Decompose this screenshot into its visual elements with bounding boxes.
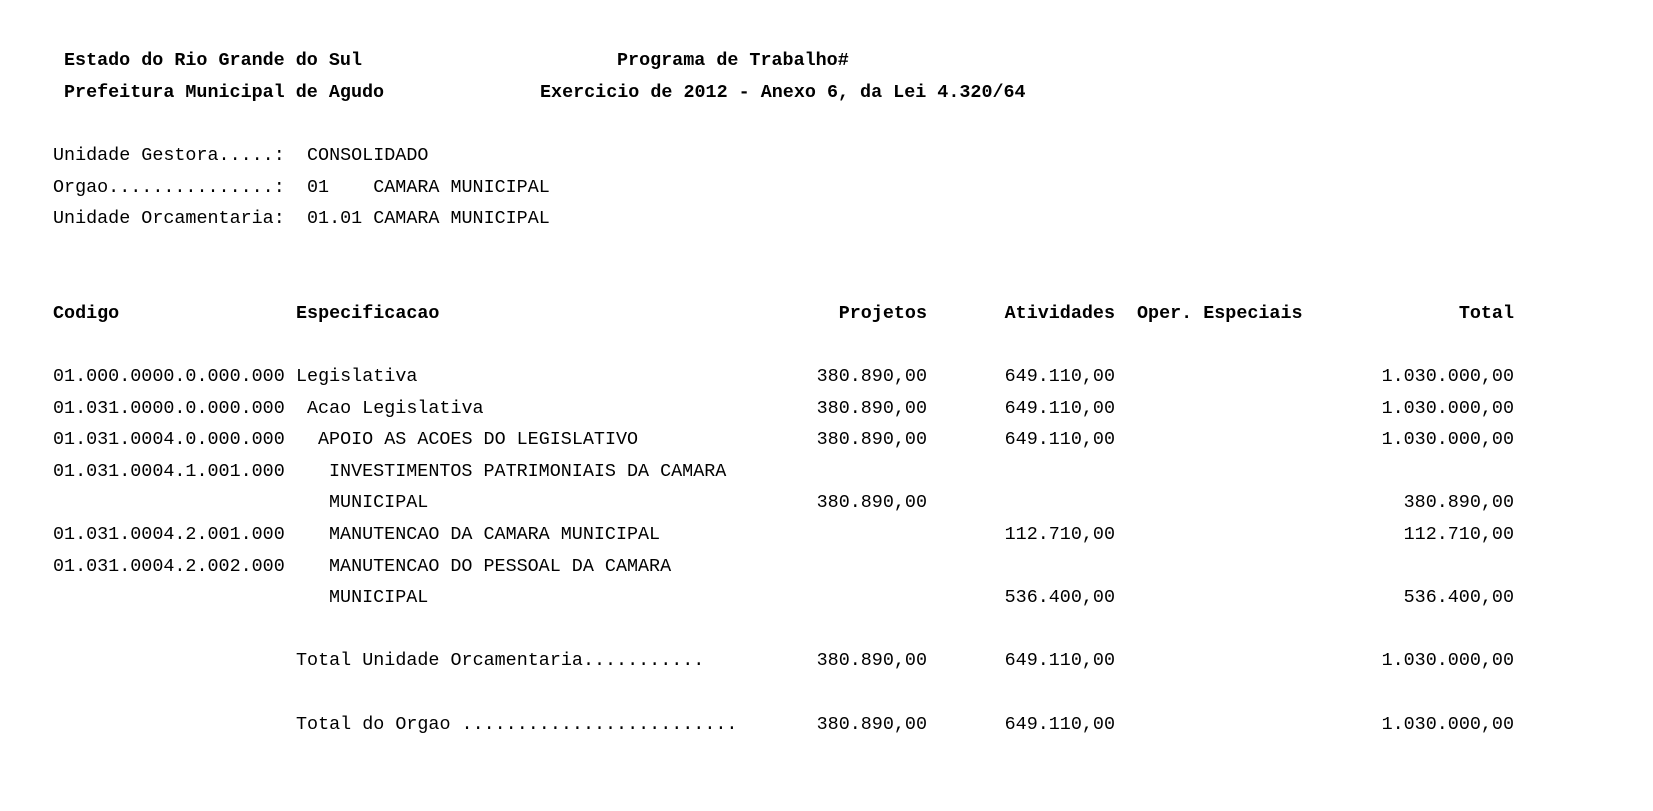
- row-especificacao: Legislativa: [296, 366, 418, 387]
- total-orgao-total: 1.030.000,00: [1381, 714, 1514, 735]
- row-codigo: 01.000.0000.0.000.000: [53, 366, 285, 387]
- row-total: 112.710,00: [1403, 524, 1514, 545]
- row-especificacao: APOIO AS ACOES DO LEGISLATIVO: [318, 429, 639, 450]
- col-header-especificacao: Especificacao: [296, 303, 440, 324]
- row-total: 536.400,00: [1403, 587, 1514, 608]
- total-orgao-projetos: 380.890,00: [816, 714, 927, 735]
- unidade-gestora-label: Unidade Gestora.....:: [53, 145, 285, 166]
- unidade-orcamentaria-value: 01.01 CAMARA MUNICIPAL: [307, 208, 550, 229]
- total-orgao-label: Total do Orgao .........................: [296, 714, 738, 735]
- row-total: 1.030.000,00: [1381, 429, 1514, 450]
- row-projetos: 380.890,00: [816, 398, 927, 419]
- row-especificacao: MANUTENCAO DA CAMARA MUNICIPAL: [329, 524, 661, 545]
- row-atividades: 112.710,00: [1004, 524, 1115, 545]
- row-especificacao-cont: MUNICIPAL: [329, 587, 429, 608]
- row-atividades: 649.110,00: [1004, 429, 1115, 450]
- orgao-label: Orgao...............:: [53, 177, 285, 198]
- row-especificacao: INVESTIMENTOS PATRIMONIAIS DA CAMARA: [329, 461, 727, 482]
- row-atividades: 649.110,00: [1004, 398, 1115, 419]
- row-codigo: 01.031.0004.2.002.000: [53, 556, 285, 577]
- row-codigo: 01.031.0004.1.001.000: [53, 461, 285, 482]
- col-header-atividades: Atividades: [1004, 303, 1115, 324]
- total-unidade-atividades: 649.110,00: [1004, 650, 1115, 671]
- row-codigo: 01.031.0004.2.001.000: [53, 524, 285, 545]
- total-unidade-label: Total Unidade Orcamentaria...........: [296, 650, 705, 671]
- state-name: Estado do Rio Grande do Sul: [64, 50, 362, 71]
- row-especificacao: Acao Legislativa: [307, 398, 484, 419]
- row-projetos: 380.890,00: [816, 492, 927, 513]
- total-unidade-total: 1.030.000,00: [1381, 650, 1514, 671]
- row-projetos: 380.890,00: [816, 429, 927, 450]
- total-orgao-atividades: 649.110,00: [1004, 714, 1115, 735]
- orgao-value: 01 CAMARA MUNICIPAL: [307, 177, 550, 198]
- row-atividades: 649.110,00: [1004, 366, 1115, 387]
- row-total: 1.030.000,00: [1381, 398, 1514, 419]
- report-subtitle: Exercicio de 2012 - Anexo 6, da Lei 4.320/64: [540, 82, 1026, 103]
- col-header-projetos: Projetos: [838, 303, 927, 324]
- col-header-total: Total: [1458, 303, 1514, 324]
- row-codigo: 01.031.0000.0.000.000: [53, 398, 285, 419]
- unidade-gestora-value: CONSOLIDADO: [307, 145, 429, 166]
- row-total: 1.030.000,00: [1381, 366, 1514, 387]
- row-especificacao-cont: MUNICIPAL: [329, 492, 429, 513]
- col-header-codigo: Codigo: [53, 303, 120, 324]
- municipality-name: Prefeitura Municipal de Agudo: [64, 82, 385, 103]
- row-especificacao: MANUTENCAO DO PESSOAL DA CAMARA: [329, 556, 672, 577]
- col-header-oper-especiais: Oper. Especiais: [1137, 303, 1303, 324]
- report-title: Programa de Trabalho#: [617, 50, 849, 71]
- row-atividades: 536.400,00: [1004, 587, 1115, 608]
- row-projetos: 380.890,00: [816, 366, 927, 387]
- total-unidade-projetos: 380.890,00: [816, 650, 927, 671]
- unidade-orcamentaria-label: Unidade Orcamentaria:: [53, 208, 285, 229]
- row-total: 380.890,00: [1403, 492, 1514, 513]
- row-codigo: 01.031.0004.0.000.000: [53, 429, 285, 450]
